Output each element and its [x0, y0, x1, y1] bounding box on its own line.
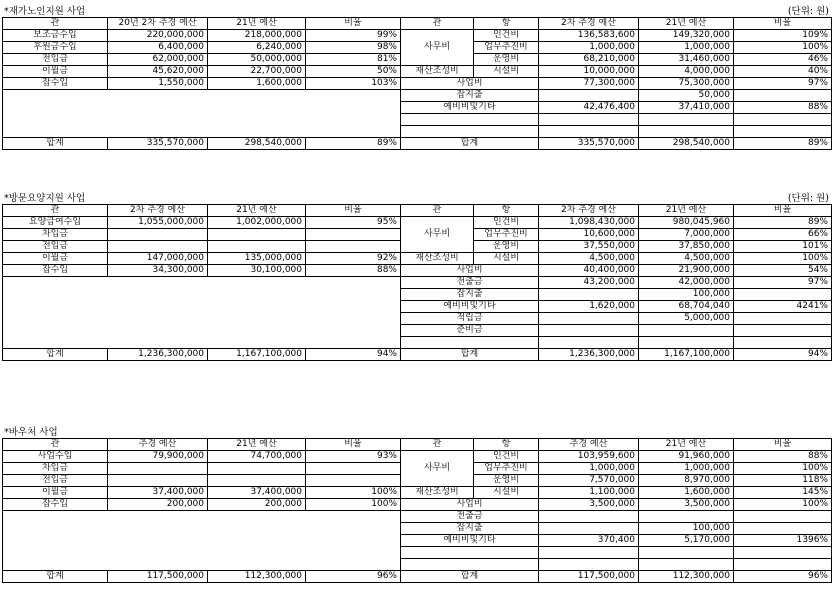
- cell: 1,236,300,000: [108, 349, 208, 361]
- income-item: 이월금: [3, 253, 108, 265]
- cell: 97%: [734, 277, 832, 289]
- expense-item: 잡지출: [401, 90, 539, 102]
- col-header: 관: [401, 18, 474, 30]
- cell: 50%: [306, 66, 401, 78]
- cell: [208, 229, 306, 241]
- expense-item: 적립금: [401, 313, 539, 325]
- cell: [208, 241, 306, 253]
- empty-cell: [734, 547, 832, 559]
- cell: 4241%: [734, 301, 832, 313]
- col-header: 2차 추경 예산: [539, 205, 639, 217]
- cell: 370,400: [539, 535, 639, 547]
- empty-cell: [734, 126, 832, 138]
- expense-item: 예비비및기타: [401, 102, 539, 114]
- table-row: [3, 217, 832, 229]
- col-header: 21년 예산: [639, 18, 734, 30]
- income-item: 요양급여수입: [3, 217, 108, 229]
- cell: 94%: [306, 349, 401, 361]
- cell: [108, 475, 208, 487]
- cell: 103%: [306, 78, 401, 90]
- cell: 42,476,400: [539, 102, 639, 114]
- cell: [539, 313, 639, 325]
- col-header: 추경 예산: [108, 439, 208, 451]
- cell: 980,045,960: [639, 217, 734, 229]
- cell: 6,240,000: [208, 42, 306, 54]
- header-row: [3, 205, 832, 217]
- cell: 1,000,000: [639, 42, 734, 54]
- cell: 7,000,000: [639, 229, 734, 241]
- budget-table-visiting-care: [2, 204, 832, 361]
- empty-cell: [639, 559, 734, 571]
- cell: [108, 229, 208, 241]
- expense-group: 사무비: [401, 217, 474, 253]
- cell: 100%: [306, 499, 401, 511]
- cell: 1,600,000: [639, 487, 734, 499]
- cell: 200,000: [208, 499, 306, 511]
- expense-item: 업무추진비: [474, 463, 539, 475]
- empty-cell: [539, 559, 639, 571]
- cell: 218,000,000: [208, 30, 306, 42]
- cell: 112,300,000: [639, 571, 734, 583]
- cell: 335,570,000: [108, 138, 208, 150]
- empty-cell: [639, 337, 734, 349]
- cell: 1,000,000: [539, 42, 639, 54]
- cell: [208, 463, 306, 475]
- cell: 1,100,000: [539, 487, 639, 499]
- table-row: [3, 451, 832, 463]
- empty-cell: [539, 337, 639, 349]
- cell: 50,000,000: [208, 54, 306, 66]
- cell: 21,900,000: [639, 265, 734, 277]
- total-row: [3, 349, 832, 361]
- cell: [734, 523, 832, 535]
- cell: [734, 289, 832, 301]
- cell: 50,000: [639, 90, 734, 102]
- expense-item: 예비비및기타: [401, 301, 539, 313]
- cell: 97%: [734, 78, 832, 90]
- col-header: 비율: [306, 18, 401, 30]
- expense-item: 사업비: [401, 499, 539, 511]
- cell: 94%: [734, 349, 832, 361]
- cell: 4,000,000: [639, 66, 734, 78]
- cell: [734, 90, 832, 102]
- unit-label: (단위: 원): [787, 6, 829, 17]
- cell: 3,500,000: [639, 499, 734, 511]
- cell: 100%: [734, 42, 832, 54]
- empty-cell: [539, 114, 639, 126]
- cell: 100,000: [639, 523, 734, 535]
- cell: [208, 475, 306, 487]
- col-header: 비율: [734, 18, 832, 30]
- cell: 1,167,100,000: [639, 349, 734, 361]
- cell: 31,460,000: [639, 54, 734, 66]
- cell: 46%: [734, 54, 832, 66]
- col-header: 비율: [734, 439, 832, 451]
- cell: 1,167,100,000: [208, 349, 306, 361]
- total-row: [3, 571, 832, 583]
- cell: 1,000,000: [539, 463, 639, 475]
- cell: 145%: [734, 487, 832, 499]
- cell: 8,970,000: [639, 475, 734, 487]
- empty-cell: [3, 511, 401, 571]
- header-row: [3, 18, 832, 30]
- cell: 91,960,000: [639, 451, 734, 463]
- cell: 100%: [306, 487, 401, 499]
- income-item: 차입금: [3, 463, 108, 475]
- total-label: 합계: [401, 571, 539, 583]
- empty-cell: [539, 126, 639, 138]
- total-label: 합계: [3, 138, 108, 150]
- total-label: 합계: [401, 138, 539, 150]
- cell: [306, 463, 401, 475]
- cell: 89%: [734, 217, 832, 229]
- expense-item: 시설비: [474, 487, 539, 499]
- cell: 117,500,000: [539, 571, 639, 583]
- income-item: 잡수입: [3, 499, 108, 511]
- col-header: 항: [474, 205, 539, 217]
- expense-item: 예비비및기타: [401, 535, 539, 547]
- cell: 77,300,000: [539, 78, 639, 90]
- cell: 103,959,600: [539, 451, 639, 463]
- cell: 22,700,000: [208, 66, 306, 78]
- cell: 1,098,430,000: [539, 217, 639, 229]
- cell: 37,550,000: [539, 241, 639, 253]
- col-header: 비율: [306, 205, 401, 217]
- col-header: 21년 예산: [208, 18, 306, 30]
- cell: 10,600,000: [539, 229, 639, 241]
- empty-cell: [401, 114, 539, 126]
- col-header: 비율: [734, 205, 832, 217]
- cell: [539, 325, 639, 337]
- expense-item: 업무추진비: [474, 229, 539, 241]
- col-header: 관: [401, 205, 474, 217]
- cell: 68,210,000: [539, 54, 639, 66]
- table-row: [3, 277, 832, 289]
- cell: 101%: [734, 241, 832, 253]
- col-header: 관: [401, 439, 474, 451]
- cell: 1,236,300,000: [539, 349, 639, 361]
- cell: [734, 313, 832, 325]
- col-header: 2차 추경 예산: [108, 205, 208, 217]
- cell: [539, 523, 639, 535]
- cell: 37,400,000: [108, 487, 208, 499]
- cell: 99%: [306, 30, 401, 42]
- cell: 220,000,000: [108, 30, 208, 42]
- cell: [639, 325, 734, 337]
- cell: 88%: [734, 451, 832, 463]
- cell: 112,300,000: [208, 571, 306, 583]
- empty-cell: [639, 114, 734, 126]
- col-header: 관: [3, 18, 108, 30]
- cell: 45,620,000: [108, 66, 208, 78]
- cell: 4,500,000: [539, 253, 639, 265]
- col-header: 21년 예산: [639, 205, 734, 217]
- cell: 88%: [306, 265, 401, 277]
- expense-item: 인건비: [474, 30, 539, 42]
- cell: 42,000,000: [639, 277, 734, 289]
- cell: 100%: [734, 463, 832, 475]
- income-item: 잡수입: [3, 265, 108, 277]
- expense-item: 인건비: [474, 217, 539, 229]
- cell: 40,400,000: [539, 265, 639, 277]
- cell: [108, 463, 208, 475]
- cell: 75,300,000: [639, 78, 734, 90]
- cell: 37,410,000: [639, 102, 734, 114]
- expense-item: 사업비: [401, 265, 539, 277]
- col-header: 추경 예산: [539, 439, 639, 451]
- income-item: 전입금: [3, 475, 108, 487]
- col-header: 21년 예산: [208, 205, 306, 217]
- empty-cell: [639, 547, 734, 559]
- cell: [306, 241, 401, 253]
- empty-cell: [401, 126, 539, 138]
- expense-item: 전출금: [401, 277, 539, 289]
- cell: [539, 289, 639, 301]
- cell: 3,500,000: [539, 499, 639, 511]
- table-row: [3, 66, 832, 78]
- empty-cell: [734, 337, 832, 349]
- cell: 30,100,000: [208, 265, 306, 277]
- header-row: [3, 439, 832, 451]
- cell: [108, 241, 208, 253]
- cell: 100,000: [639, 289, 734, 301]
- cell: 34,300,000: [108, 265, 208, 277]
- empty-cell: [539, 547, 639, 559]
- expense-item: 준비금: [401, 325, 539, 337]
- cell: 147,000,000: [108, 253, 208, 265]
- income-item: 전입금: [3, 54, 108, 66]
- cell: 98%: [306, 42, 401, 54]
- total-label: 합계: [401, 349, 539, 361]
- col-header: 항: [474, 18, 539, 30]
- total-label: 합계: [3, 349, 108, 361]
- cell: 95%: [306, 217, 401, 229]
- col-header: 비율: [306, 439, 401, 451]
- cell: 96%: [306, 571, 401, 583]
- expense-group: 재산조성비: [401, 66, 474, 78]
- cell: [734, 325, 832, 337]
- total-label: 합계: [3, 571, 108, 583]
- cell: 89%: [306, 138, 401, 150]
- unit-label: (단위: 원): [787, 193, 829, 204]
- cell: 89%: [734, 138, 832, 150]
- cell: 117,500,000: [108, 571, 208, 583]
- cell: [306, 475, 401, 487]
- col-header: 21년 예산: [208, 439, 306, 451]
- cell: 1,055,000,000: [108, 217, 208, 229]
- cell: 6,400,000: [108, 42, 208, 54]
- cell: 81%: [306, 54, 401, 66]
- cell: 88%: [734, 102, 832, 114]
- cell: 1,002,000,000: [208, 217, 306, 229]
- expense-item: 운영비: [474, 241, 539, 253]
- expense-group: 사무비: [401, 30, 474, 66]
- cell: 10,000,000: [539, 66, 639, 78]
- cell: [539, 90, 639, 102]
- section-title-voucher: *바우처 사업: [4, 427, 58, 438]
- cell: 68,704,040: [639, 301, 734, 313]
- income-item: 잡수입: [3, 78, 108, 90]
- income-item: 사업수입: [3, 451, 108, 463]
- expense-item: 운영비: [474, 475, 539, 487]
- expense-item: 전출금: [401, 511, 539, 523]
- empty-cell: [401, 337, 539, 349]
- cell: 93%: [306, 451, 401, 463]
- cell: 100%: [734, 499, 832, 511]
- empty-cell: [401, 559, 539, 571]
- cell: 298,540,000: [639, 138, 734, 150]
- cell: 37,850,000: [639, 241, 734, 253]
- cell: 7,570,000: [539, 475, 639, 487]
- cell: 43,200,000: [539, 277, 639, 289]
- table-row: [3, 78, 832, 90]
- cell: 5,170,000: [639, 535, 734, 547]
- cell: 66%: [734, 229, 832, 241]
- empty-cell: [3, 90, 401, 138]
- cell: [639, 511, 734, 523]
- expense-item: 인건비: [474, 451, 539, 463]
- cell: 1,550,000: [108, 78, 208, 90]
- cell: 200,000: [108, 499, 208, 511]
- table-row: [3, 90, 832, 102]
- col-header: 관: [3, 439, 108, 451]
- cell: 100%: [734, 253, 832, 265]
- expense-item: 사업비: [401, 78, 539, 90]
- cell: [734, 511, 832, 523]
- cell: 54%: [734, 265, 832, 277]
- col-header: 항: [474, 439, 539, 451]
- col-header: 관: [3, 205, 108, 217]
- table-row: [3, 30, 832, 42]
- cell: [539, 511, 639, 523]
- cell: 62,000,000: [108, 54, 208, 66]
- expense-item: 시설비: [474, 253, 539, 265]
- cell: 1396%: [734, 535, 832, 547]
- income-item: 전입금: [3, 241, 108, 253]
- cell: [306, 229, 401, 241]
- cell: 136,583,600: [539, 30, 639, 42]
- budget-table-home-care: [2, 17, 832, 150]
- cell: 298,540,000: [208, 138, 306, 150]
- expense-item: 잡지출: [401, 523, 539, 535]
- cell: 74,700,000: [208, 451, 306, 463]
- section-title-visiting-care: *방문요양지원 사업: [4, 193, 86, 204]
- total-row: [3, 138, 832, 150]
- table-row: [3, 499, 832, 511]
- expense-item: 잡지출: [401, 289, 539, 301]
- cell: 40%: [734, 66, 832, 78]
- cell: 96%: [734, 571, 832, 583]
- cell: 149,320,000: [639, 30, 734, 42]
- cell: 1,000,000: [639, 463, 734, 475]
- cell: 118%: [734, 475, 832, 487]
- empty-cell: [734, 559, 832, 571]
- expense-item: 시설비: [474, 66, 539, 78]
- section-title-home-care: *재가노인지원 사업: [4, 6, 86, 17]
- cell: 92%: [306, 253, 401, 265]
- expense-item: 업무추진비: [474, 42, 539, 54]
- cell: 109%: [734, 30, 832, 42]
- income-item: 후원금수입: [3, 42, 108, 54]
- cell: 335,570,000: [539, 138, 639, 150]
- income-item: 이월금: [3, 487, 108, 499]
- income-item: 차입금: [3, 229, 108, 241]
- expense-group: 재산조성비: [401, 487, 474, 499]
- empty-cell: [639, 126, 734, 138]
- empty-cell: [3, 277, 401, 349]
- cell: 37,400,000: [208, 487, 306, 499]
- table-row: [3, 265, 832, 277]
- empty-cell: [401, 547, 539, 559]
- budget-table-voucher: [2, 438, 832, 583]
- col-header: 2차 추경 예산: [539, 18, 639, 30]
- col-header: 21년 예산: [639, 439, 734, 451]
- cell: 79,900,000: [108, 451, 208, 463]
- table-row: [3, 487, 832, 499]
- table-row: [3, 511, 832, 523]
- empty-cell: [734, 114, 832, 126]
- income-item: 이월금: [3, 66, 108, 78]
- table-row: [3, 253, 832, 265]
- expense-group: 재산조성비: [401, 253, 474, 265]
- cell: 4,500,000: [639, 253, 734, 265]
- income-item: 보조금수입: [3, 30, 108, 42]
- col-header: 20년 2차 추경 예산: [108, 18, 208, 30]
- cell: 1,620,000: [539, 301, 639, 313]
- expense-item: 운영비: [474, 54, 539, 66]
- cell: 135,000,000: [208, 253, 306, 265]
- cell: 5,000,000: [639, 313, 734, 325]
- expense-group: 사무비: [401, 451, 474, 487]
- cell: 1,600,000: [208, 78, 306, 90]
